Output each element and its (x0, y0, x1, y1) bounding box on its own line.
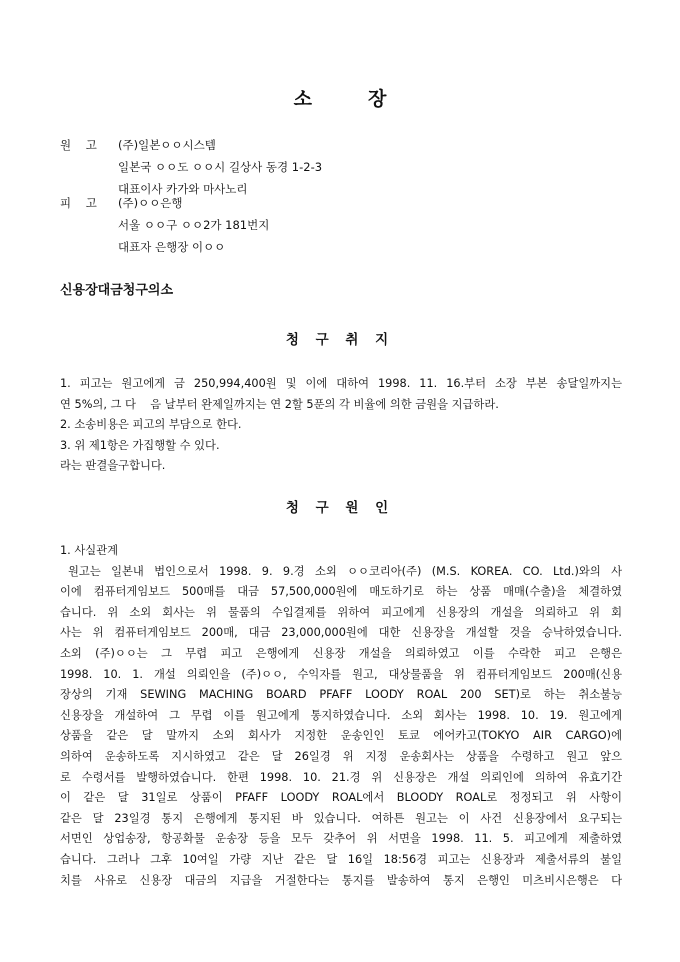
cause-line: 이 같은 달 31일로 상품이 PFAFF LOODY ROAL에서 BLOODY ROAL로 정정되고 위 사항이 (60, 791, 622, 805)
plaintiff-name: (주)일본ㅇㅇ시스템 (118, 138, 216, 152)
cause-line: 소외 (주)ㅇㅇ는 그 무렵 피고 은행에게 신용장 개설을 의뢰하였고 이를 수락한 피고 은행은 (60, 646, 622, 660)
claims-heading: 청 구 취 지 (285, 332, 395, 348)
plaintiff-representative: 대표이사 카가와 마사노리 (118, 182, 248, 196)
claim-line: 라는 판결을구합니다. (60, 459, 166, 472)
document-title (0, 84, 680, 111)
defendant-name: (주)ㅇㅇ은행 (118, 196, 183, 210)
cause-line: 습니다. 위 소외 회사는 위 물품의 수입결제를 위하여 피고에게 신용장의 개설을 의뢰하고 위 회 (60, 605, 622, 619)
cause-line: 사는 위 컴퓨터게임보드 200매, 대금 23,000,000원에 대한 신용장을 개설할 것을 승낙하였습니다. (60, 626, 622, 640)
cause-line: 이에 컴퓨터게임보드 500매를 대금 57,500,000원에 매도하기로 하는 상품 매매(수출)을 체결하였 (60, 585, 622, 599)
claim-line: 2. 소송비용은 피고의 부담으로 한다. (60, 418, 242, 431)
cause-line: 같은 달 23일경 통지 은행에게 통지된 바 있습니다. 여하튼 원고는 이 사건 신용장에서 요구되는 (60, 811, 622, 825)
claim-line: 연 5%의, 그 다 음 날부터 완제일까지는 연 2할 5푼의 각 비율에 의한 금원을 지급하라. (60, 397, 499, 411)
claims-body (60, 374, 622, 477)
claim-line: 3. 위 제1항은 가집행할 수 있다. (60, 438, 220, 452)
cause-line: 장상의 기재 SEWING MACHING BOARD PFAFF LOODY ROAL 200 SET)로 하는 취소불능 (60, 688, 622, 702)
cause-subheading: 1. 사실관계 (60, 544, 119, 557)
cause-line: 원고는 일본내 법인으로서 1998. 9. 9.경 소외 ㅇㅇ코리아(주) (M.S. KOREA. CO. Ltd.)와의 사 (68, 564, 622, 578)
cause-line: 치를 사유로 신용장 대금의 지급을 거절한다는 통지를 발송하여 통지 은행인 미츠비시은행은 다 (60, 873, 622, 887)
plaintiff-address: 일본국 ㅇㅇ도 ㅇㅇ시 길상사 동경 1-2-3 (118, 160, 323, 174)
claim-line: 1. 피고는 원고에게 금 250,994,400원 및 이에 대하여 1998. 11. 16.부터 소장 부본 송달일까지는 (60, 377, 622, 390)
cause-line: 로 수령서를 발행하였습니다. 한편 1998. 10. 21.경 위 신용장은 개설 의뢰인에 의하여 유효기간 (60, 770, 622, 784)
cause-body (60, 541, 622, 891)
cause-line: 1998. 10. 1. 개설 의뢰인을 (주)ㅇㅇ, 수익자를 원고, 대상물품을 위 컴퓨터게임보드 200매(신용 (60, 667, 622, 681)
cause-line: 신용장을 개설하여 그 무렵 이를 원고에게 통지하였습니다. 소외 회사는 1998. 10. 19. 원고에게 (60, 708, 622, 722)
defendant-representative: 대표자 은행장 이ㅇㅇ (118, 240, 226, 254)
cause-line: 상품을 같은 달 말까지 소외 회사가 지정한 운송인인 토쿄 에어카고(TOKYO AIR CARGO)에 (60, 729, 622, 743)
title-char-2: 장 (368, 88, 387, 110)
cause-line: 서면인 상업송장, 항공화물 운송장 등을 모두 갖추어 위 서면을 1998. 11. 5. 피고에게 제출하였 (60, 832, 622, 846)
defendant-address: 서울 ㅇㅇ구 ㅇㅇ2가 181번지 (118, 218, 270, 232)
cause-line: 습니다. 그러나 그후 10여일 가량 지난 같은 달 16일 18:56경 피고는 신용장과 제출서류의 불일 (60, 852, 622, 866)
defendant-role: 피 고 (60, 196, 97, 210)
case-name: 신용장대금청구의소 (60, 283, 174, 298)
title-char-1: 소 (293, 88, 312, 110)
cause-line: 의하여 운송하도록 지시하였고 같은 달 26일경 위 지정 운송회사는 상품을 수령하고 원고 앞으 (60, 749, 622, 763)
cause-heading: 청 구 원 인 (285, 500, 395, 516)
plaintiff-role: 원 고 (60, 138, 97, 152)
